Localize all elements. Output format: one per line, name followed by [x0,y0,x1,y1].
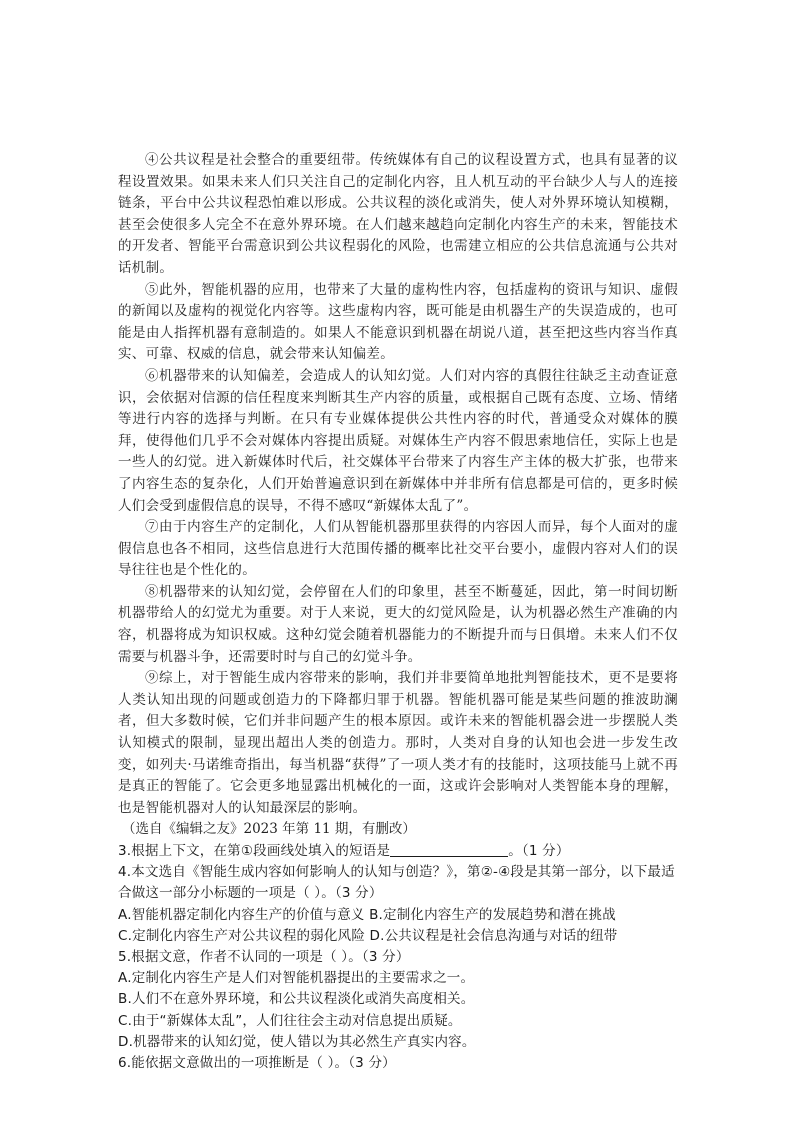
passage-paragraph-9: ⑨综上，对于智能生成内容带来的影响，我们并非要简单地批判智能技术，更不是要将人类认知出现的问题或创造力的下降都归罪于机器。智能机器可能是某些问题的推波助澜者，但大多数时候，它们并非问题产生的根本原因。或许未来的智能机器会进一步摆脱人类认知模式的限制，显现出超出人类的创造力。那时，人类对自身的认知也会进一步发生改变，如列夫·马诺维奇指出，每当机器“获得”了一项人类才有的技能时，这项技能马上就不再是真正的智能了。它会更多地显露出机械化的一面，这或许会影响对人类智能本身的理解，也是智能机器对人的认知最深层的影响。 [118,670,678,816]
exam-page [118,150,678,1074]
question-5-option-a: A.定制化内容生产是人们对智能机器提出的主要需求之一。 [118,970,475,987]
question-5-option-c: C.由于“新媒体太乱”，人们往往会主动对信息提出质疑。 [118,1012,462,1029]
question-3-suffix: 。（1 分） [508,843,570,859]
passage-paragraph-5: ⑤此外，智能机器的应用，也带来了大量的虚构性内容，包括虚构的资讯与知识、虚假的新闻以及虚构的视觉化内容等。这些虚构内容，既可能是由机器生产的失误造成的，也可能是由人指挥机器有意制造的。如果人不能意识到机器在胡说八道，甚至把这些内容当作真实、可靠、权威的信息，就会带来认知偏差。 [118,281,678,363]
passage-source: （选自《编辑之友》2023 年第 11 期，有删改） [122,821,416,838]
question-4-stem: 4.本文选自《智能生成内容如何影响人的认知与创造？》，第②-④段是其第一部分，以下最适合做这一部分小标题的一项是（ ）。（3 分） [118,864,675,902]
passage-paragraph-8: ⑧机器带来的认知幻觉，会停留在人们的印象里，甚至不断蔓延，因此，第一时间切断机器带给人的幻觉尤为重要。对于人来说，更大的幻觉风险是，认为机器必然生产准确的内容，机器将成为知识权威。这种幻觉会随着机器能力的不断提升而与日俱增。未来人们不仅需要与机器斗争，还需要时时与自己的幻觉斗争。 [118,583,678,665]
passage-paragraph-7: ⑦由于内容生产的定制化，人们从智能机器那里获得的内容因人而异，每个人面对的虚假信息也各不相同，这些信息进行大范围传播的概率比社交平台要小，虚假内容对人们的误导往往也是个性化的。 [118,519,678,579]
reading-passage [118,150,678,841]
passage-paragraph-4: ④公共议程是社会整合的重要纽带。传统媒体有自己的议程设置方式，也具有显著的议程设置效果。如果未来人们只关注自己的定制化内容，且人机互动的平台缺少人与人的连接链条，平台中公共议程恐怕难以形成。公共议程的淡化或消失，使人对外界环境认知模糊，甚至会使很多人完全不在意外界环境。在人们越来越趋向定制化内容生产的未来，智能技术的开发者、智能平台需意识到公共议程弱化的风险，也需建立相应的公共信息流通与公共对话机制。 [118,152,678,276]
question-3 [118,841,678,862]
question-4-options-row-1: A.智能机器定制化内容生产的价值与意义 B.定制化内容生产的发展趋势和潜在挑战 [118,906,616,923]
question-4-options-row-2: C.定制化内容生产对公共议程的弱化风险 D.公共议程是社会信息沟通与对话的纽带 [118,927,618,944]
question-3-prefix: 3.根据上下文，在第①段画线处填入的短语是 [118,843,391,859]
question-5-option-d: D.机器带来的认知幻觉，使人错以为其必然生产真实内容。 [118,1033,476,1050]
answer-blank[interactable] [390,842,508,857]
question-5-option-b: B.人们不在意外界环境，和公共议程淡化或消失高度相关。 [118,991,475,1008]
question-6-stem: 6.能依据文意做出的一项推断是（ ）。（3 分） [118,1055,396,1072]
question-list [118,841,678,1074]
passage-paragraph-6: ⑥机器带来的认知偏差，会造成人的认知幻觉。人们对内容的真假往往缺乏主动查证意识，会依据对信源的信任程度来判断其生产内容的质量，或根据自己既有态度、立场、情绪等进行内容的选择与判断。在只有专业媒体提供公共性内容的时代，普通受众对媒体的膜拜，使得他们几乎不会对媒体内容提出质疑。对媒体生产内容不假思索地信任，实际上也是一些人的幻觉。进入新媒体时代后，社交媒体平台带来了内容生产主体的极大扩张，也带来了内容生态的复杂化，人们开始普遍意识到在新媒体中并非所有信息都是可信的，更多时候人们会受到虚假信息的误导，不得不感叹“新媒体太乱了”。 [118,367,678,514]
question-5-stem: 5.根据文意，作者不认同的一项是（ ）。（3 分） [118,949,410,966]
